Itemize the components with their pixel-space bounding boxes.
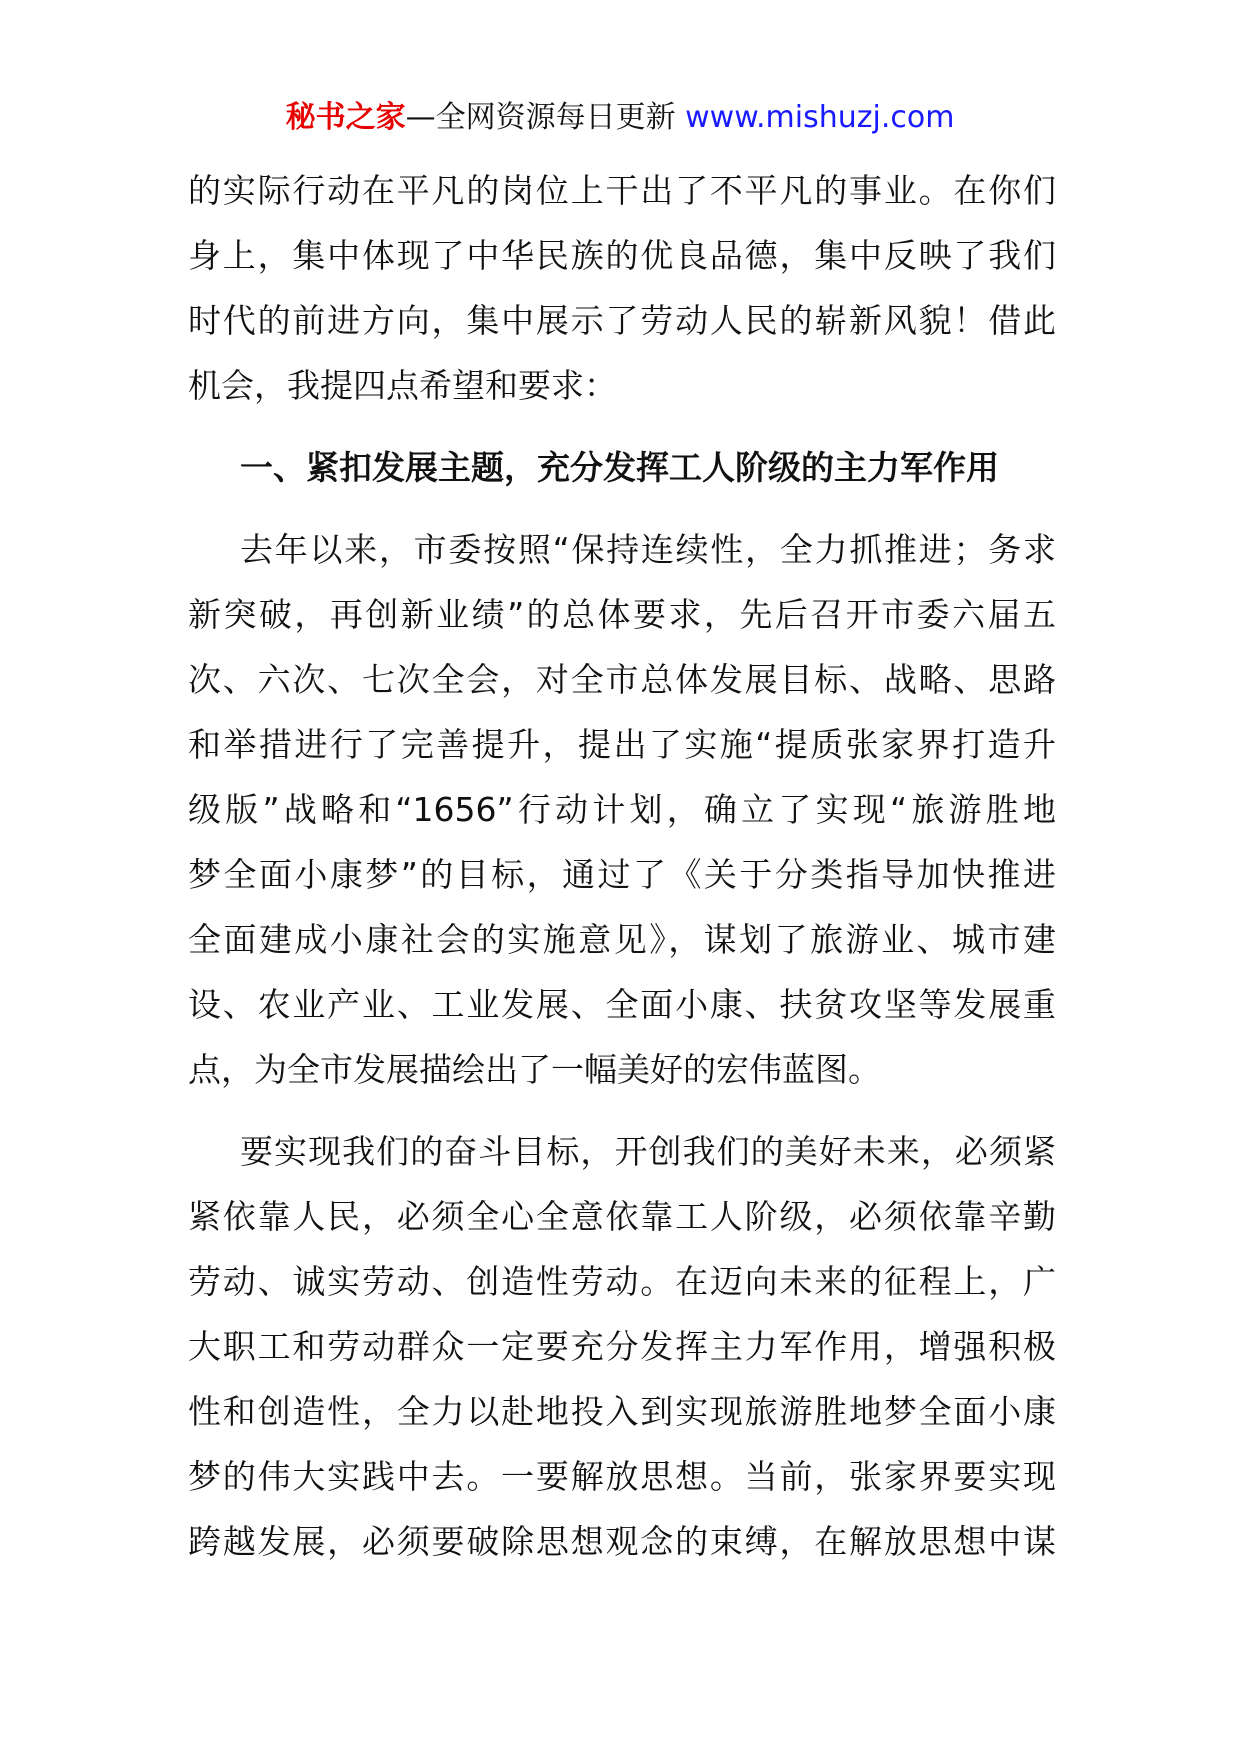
text-line: 设、农业产业、工业发展、全面小康、扶贫攻坚等发展重: [188, 985, 1056, 1024]
text-line: 去年以来，市委按照“保持连续性，全力抓推进；务求: [240, 530, 1056, 569]
text-line: 大职工和劳动群众一定要充分发挥主力军作用，增强积极: [188, 1327, 1056, 1366]
text-line: 性和创造性，全力以赴地投入到实现旅游胜地梦全面小康: [188, 1392, 1056, 1431]
text-line: 全面建成小康社会的实施意见》，谋划了旅游业、城市建: [188, 920, 1056, 959]
intro-paragraph: [188, 158, 1056, 418]
text-line: 跨越发展，必须要破除思想观念的束缚，在解放思想中谋: [188, 1522, 1056, 1561]
text-line: 次、六次、七次全会，对全市总体发展目标、战略、思路: [188, 660, 1056, 699]
text-line: 的实际行动在平凡的岗位上干出了不平凡的事业。在你们: [188, 171, 1056, 210]
text-line: 级版”战略和“1656”行动计划，确立了实现“旅游胜地: [188, 790, 1056, 829]
text-line: 身上，集中体现了中华民族的优良品德，集中反映了我们: [188, 236, 1056, 275]
text-line: 点，为全市发展描绘出了一幅美好的宏伟蓝图。: [188, 1050, 881, 1089]
document-body: [188, 158, 1056, 1574]
text-line: 新突破，再创新业绩”的总体要求，先后召开市委六届五: [188, 595, 1056, 634]
brand-name: 秘书之家: [285, 100, 406, 135]
text-line: 时代的前进方向，集中展示了劳动人民的崭新风貌！借此: [188, 301, 1056, 340]
page-header: [0, 98, 1240, 138]
text-line: 梦的伟大实践中去。一要解放思想。当前，张家界要实现: [188, 1457, 1056, 1496]
text-line: 紧依靠人民，必须全心全意依靠工人阶级，必须依靠辛勤: [188, 1197, 1056, 1236]
website-url[interactable]: www.mishuzj.com: [685, 100, 955, 135]
text-line: 机会，我提四点希望和要求：: [188, 366, 617, 405]
paragraph-2: [188, 1119, 1056, 1574]
section-heading: 一、紧扣发展主题，充分发挥工人阶级的主力军作用: [240, 448, 999, 487]
text-line: 劳动、诚实劳动、创造性劳动。在迈向未来的征程上，广: [188, 1262, 1056, 1301]
header-tagline: —全网资源每日更新: [405, 100, 686, 135]
text-line: 和举措进行了完善提升，提出了实施“提质张家界打造升: [188, 725, 1056, 764]
paragraph-1: [188, 517, 1056, 1102]
text-line: 要实现我们的奋斗目标，开创我们的美好未来，必须紧: [240, 1132, 1056, 1171]
text-line: 梦全面小康梦”的目标，通过了《关于分类指导加快推进: [188, 855, 1056, 894]
